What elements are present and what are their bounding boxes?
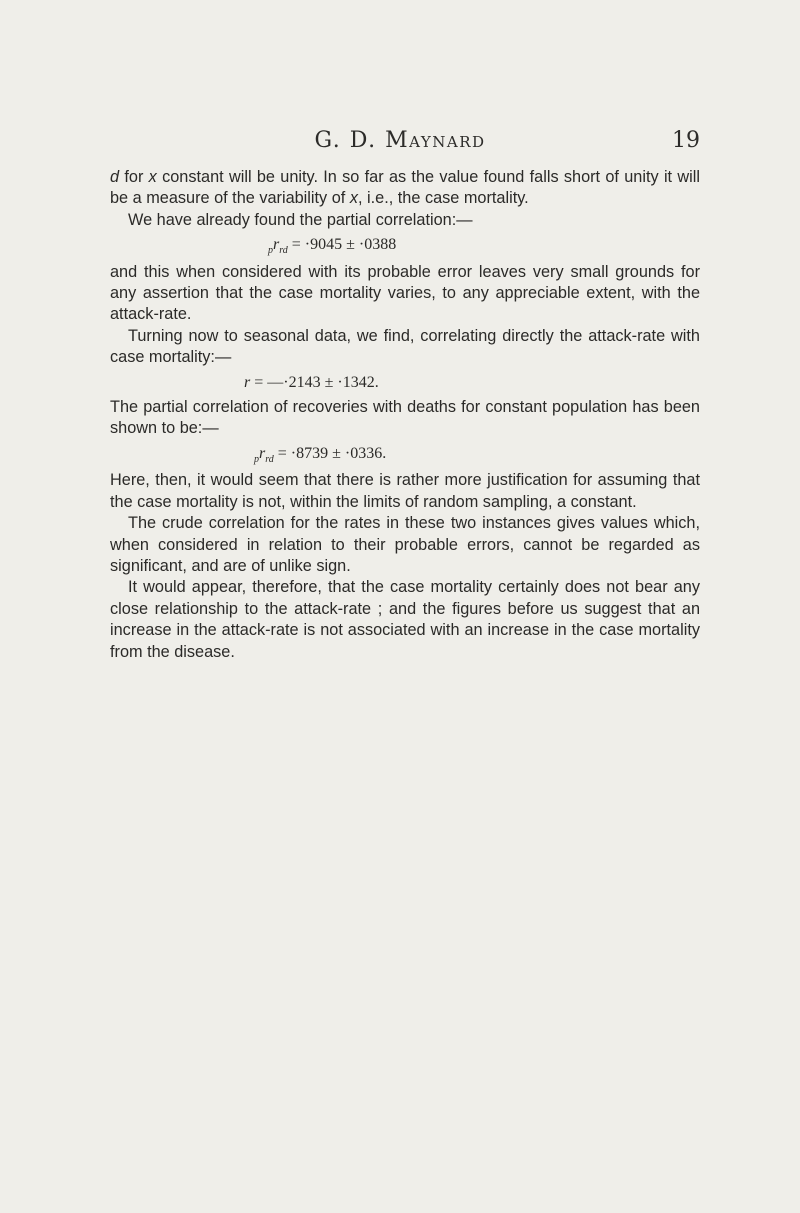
page-number: 19	[672, 128, 700, 153]
paragraph-4: Turning now to seasonal data, we find, correlating directly the attack-rate with case mortality:—	[110, 326, 700, 367]
paragraph-8: It would appear, therefore, that the case mortality certainly does not bear any close relationship to the attack-rate ; and the figures before us suggest that an increase in the attack-rate is not associated with an increase in the case mortality from the disease.	[110, 578, 700, 661]
formula-1: $_pr_{rd} = \cdot 9045 \pm \cdot 0388$	[268, 236, 397, 257]
paragraph-2: We have already found the partial correlation:—	[128, 210, 473, 229]
variable-d: d	[110, 168, 120, 186]
paragraph-7: The crude correlation for the rates in these two instances gives values which, when considered in relation to their probable errors, cannot be regarded as significant, and are of unlike sign.	[110, 514, 700, 575]
running-header	[0, 118, 800, 158]
header-title: G. D. Maynard	[314, 128, 486, 153]
paragraph-6: Here, then, it would seem that there is rather more justification for assuming that the case mortality is not, within the limits of random sampling, a constant.	[110, 471, 700, 511]
variable-x: x	[349, 189, 358, 208]
variable-x: x	[148, 168, 157, 186]
paragraph-3: and this when considered with its probable error leaves very small grounds for any assertion that the case mortality varies, to any appreciable extent, with the attack-rate.	[110, 262, 700, 324]
paragraph-5: The partial correlation of recoveries with deaths for constant population has been shown to be:—	[110, 398, 700, 438]
body-text	[110, 167, 700, 663]
formula-3: $_pr_{rd} = \cdot 8739 \pm \cdot 0336$.	[254, 444, 387, 465]
paragraph-1: d for x constant will be unity. In so far as the value found falls short of unity it will be a measure of the variability of x, i.e., the case mortality.	[110, 168, 700, 208]
formula-2: r = —·2143 ± ·1342.	[244, 373, 379, 391]
